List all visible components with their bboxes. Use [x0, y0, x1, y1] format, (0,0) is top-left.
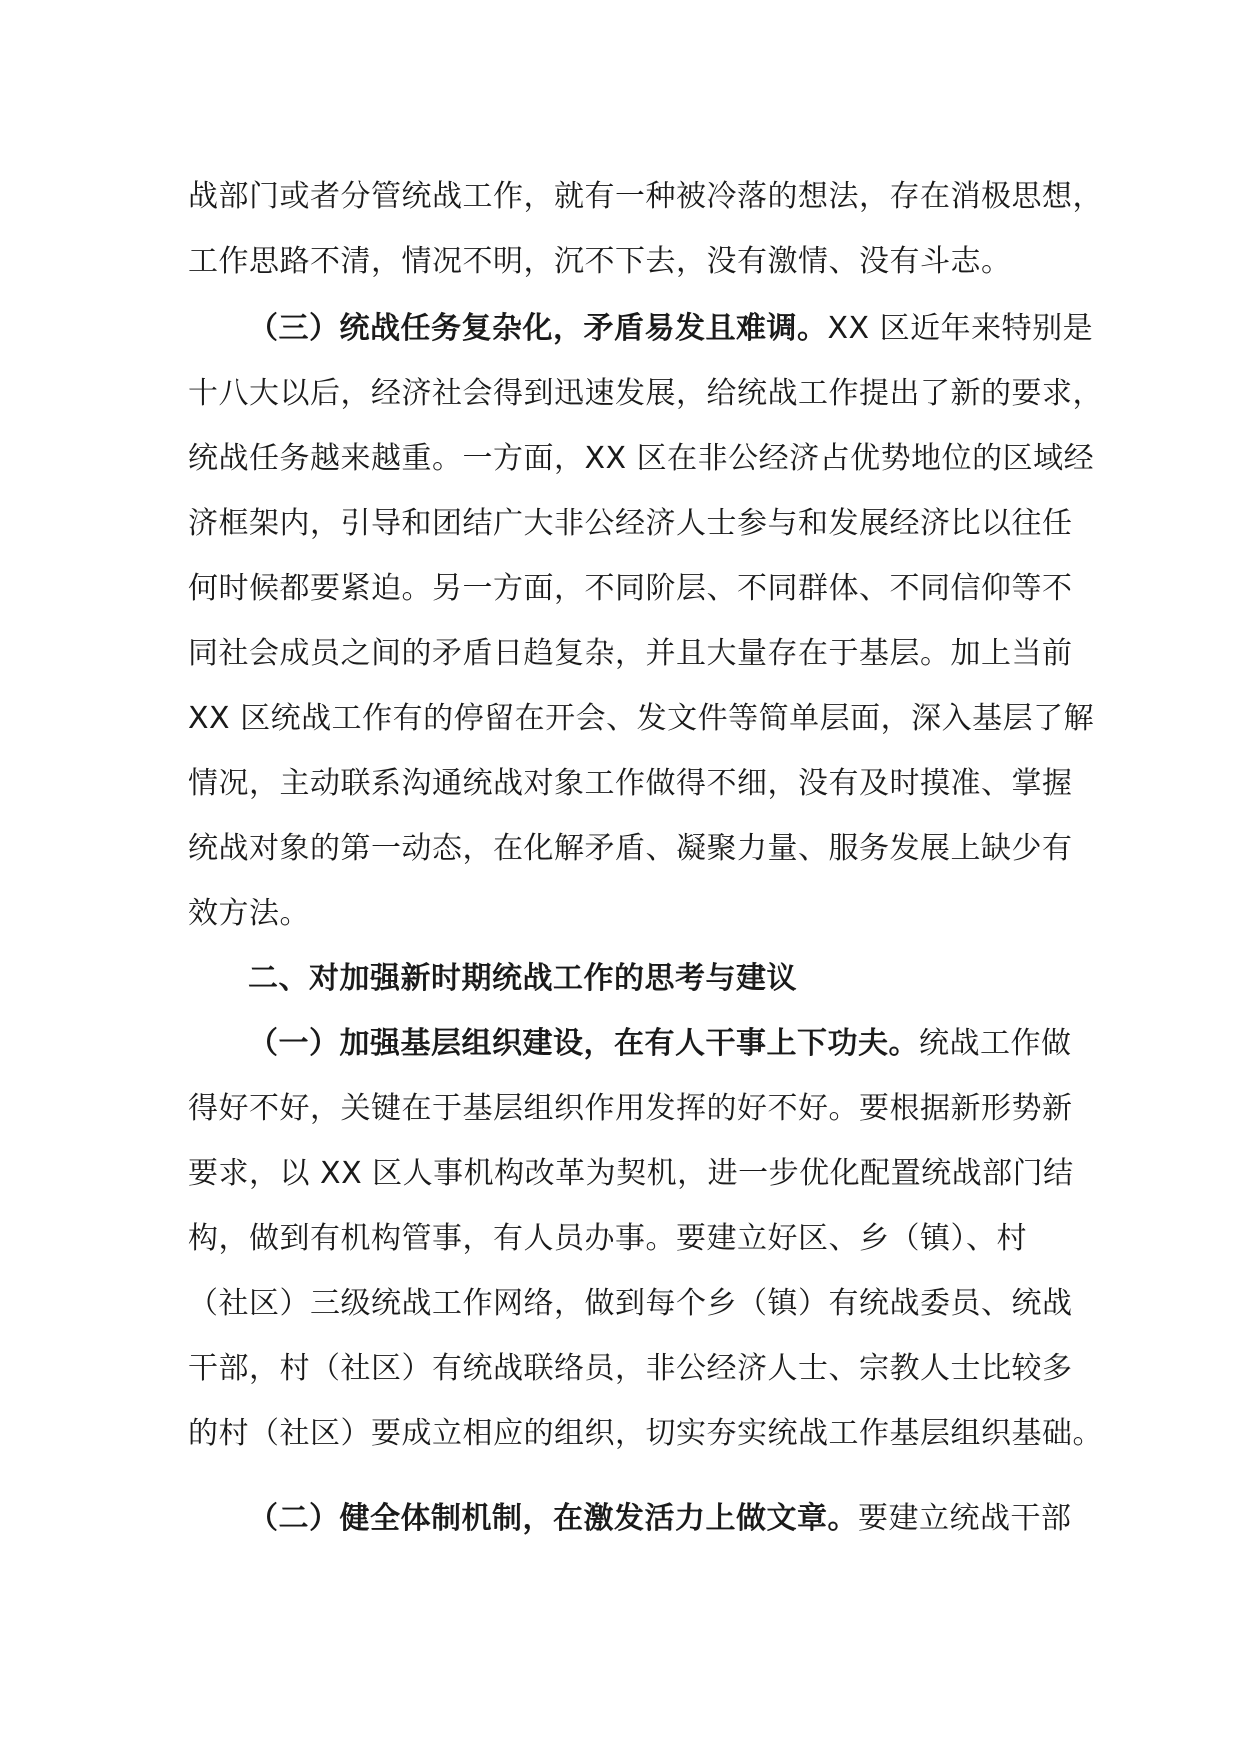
subheading-line: （一）加强基层组织建设，在有人干事上下功夫。统战工作做	[248, 1026, 1072, 1061]
paragraph-line: 得好不好，关键在于基层组织作用发挥的好不好。要根据新形势新	[188, 1091, 1073, 1126]
subheading-text: （一）加强基层组织建设，在有人干事上下功夫。	[248, 1026, 919, 1061]
paragraph-line: 的村（社区）要成立相应的组织，切实夯实统战工作基层组织基础。	[188, 1416, 1103, 1451]
paragraph-line: 统战任务越来越重。一方面，XX 区在非公经济占优势地位的区域经	[188, 441, 1095, 476]
paragraph-line: 构，做到有机构管事，有人员办事。要建立好区、乡（镇）、村	[188, 1221, 1027, 1256]
subheading-text: （三）统战任务复杂化，矛盾易发且难调。	[248, 311, 828, 346]
paragraph-line: 统战对象的第一动态，在化解矛盾、凝聚力量、服务发展上缺少有	[188, 831, 1073, 866]
subheading-line: （三）统战任务复杂化，矛盾易发且难调。XX 区近年来特别是	[248, 311, 1094, 346]
paragraph-line: 工作思路不清，情况不明，沉不下去，没有激情、没有斗志。	[188, 244, 1012, 279]
subheading-text: （二）健全体制机制，在激发活力上做文章。	[248, 1501, 858, 1536]
paragraph-line: （社区）三级统战工作网络，做到每个乡（镇）有统战委员、统战	[188, 1286, 1073, 1321]
paragraph-line: 要求，以 XX 区人事机构改革为契机，进一步优化配置统战部门结	[188, 1156, 1074, 1191]
paragraph-line: 战部门或者分管统战工作，就有一种被冷落的想法，存在消极思想，	[188, 179, 1103, 214]
paragraph-line: 何时候都要紧迫。另一方面，不同阶层、不同群体、不同信仰等不	[188, 571, 1073, 606]
paragraph-line: 干部，村（社区）有统战联络员，非公经济人士、宗教人士比较多	[188, 1351, 1073, 1386]
paragraph-line: 同社会成员之间的矛盾日趋复杂，并且大量存在于基层。加上当前	[188, 636, 1073, 671]
section-heading: 二、对加强新时期统战工作的思考与建议	[248, 961, 797, 996]
subheading-line: （二）健全体制机制，在激发活力上做文章。要建立统战干部	[248, 1501, 1072, 1536]
paragraph-line: XX 区统战工作有的停留在开会、发文件等简单层面，深入基层了解	[188, 701, 1095, 736]
paragraph-line: 十八大以后，经济社会得到迅速发展，给统战工作提出了新的要求，	[188, 376, 1103, 411]
paragraph-line: 情况，主动联系沟通统战对象工作做得不细，没有及时摸准、掌握	[188, 766, 1073, 801]
paragraph-line: 效方法。	[188, 896, 310, 931]
paragraph-line: 济框架内，引导和团结广大非公经济人士参与和发展经济比以往任	[188, 506, 1073, 541]
